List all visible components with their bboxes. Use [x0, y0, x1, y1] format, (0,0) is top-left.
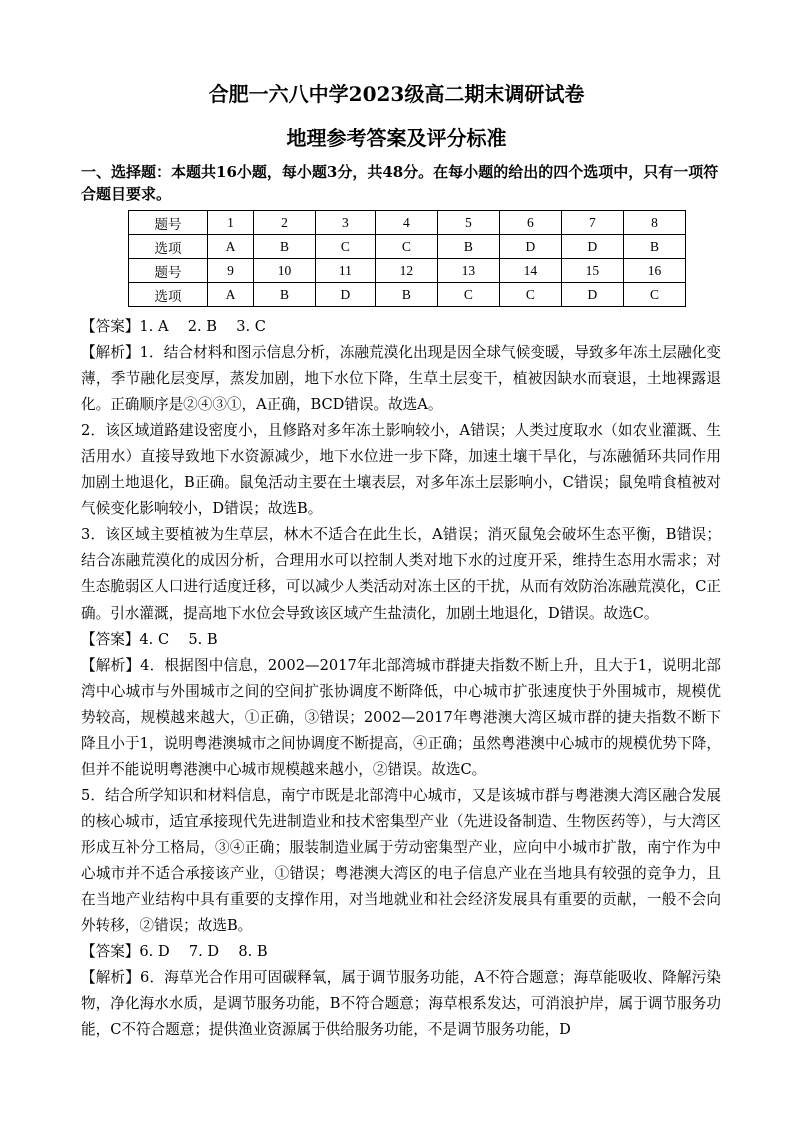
explanation-paragraph: 2．该区域道路建设密度小，且修路对多年冻土影响较小，A错误；人类过度取水（如农业灌溉、生活用水）直接导致地下水资源减少，地下水位进一步下降，加速土壤干旱化，与冻融循环共同作用加剧土地退化，B正确。鼠兔活动主要在土壤表层，对多年冻土层影响小，C错误；鼠兔啃食植被对气候变化影响较小，D错误；故选B。	[81, 422, 721, 518]
explanation-paragraph: 3．该区域主要植被为生草层，林木不适合在此生长，A错误；消灭鼠兔会破坏生态平衡，B错误；结合冻融荒漠化的成因分析，合理用水可以控制人类对地下水的过度开采，维持生态用水需求；对生态脆弱区人口进行适度迁移，可以减少人类活动对冻土区的干扰，从而有效防治冻融荒漠化，C正确。引水灌溉，提高地下水位会导致该区域产生盐渍化，加剧土地退化，D错误。故选C。	[81, 526, 721, 622]
explanation-paragraph: 【解析】6．海草光合作用可固碳释氧，属于调节服务功能，A不符合题意；海草能吸收、降解污染物，净化海水水质，是调节服务功能，B不符合题意；海草根系发达，可消浪护岸，属于调节服务功能，C不符合题意；提供渔业资源属于供给服务功能，不是调节服务功能，D	[81, 969, 721, 1039]
explanation-paragraph: 【解析】4．根据图中信息，2002—2017年北部湾城市群捷夫指数不断上升，且大于1，说明北部湾中心城市与外围城市之间的空间扩张协调度不断降低，中心城市扩张速度快于外围城市，规模优势较高，规模越来越大，①正确，③错误；2002—2017年粤港澳大湾区城市群的捷夫指数不断下降且小于1，说明粤港澳城市之间协调度不断提高，④正确；虽然粤港澳中心城市的规模优势下降，但并不能说明粤港澳中心城市规模越来越小，②错误。故选C。	[81, 656, 721, 778]
table-cell: 10	[253, 259, 315, 283]
answer-line: 【答案】4. C 5. B	[81, 630, 218, 648]
table-cell: 7	[561, 211, 623, 235]
table-cell: 13	[437, 259, 499, 283]
table-cell: 15	[561, 259, 623, 283]
table-cell: C	[437, 283, 499, 307]
answer-line: 【答案】1. A 2. B 3. C	[81, 318, 266, 335]
answer-table	[128, 210, 686, 307]
table-cell: B	[253, 235, 315, 259]
table-row	[129, 211, 686, 235]
table-row	[129, 283, 686, 307]
table-cell: C	[499, 283, 561, 307]
table-cell: 6	[499, 211, 561, 235]
table-cell: C	[315, 235, 375, 259]
table-cell: 9	[208, 259, 254, 283]
table-cell: 2	[253, 211, 315, 235]
table-cell: 题号	[129, 211, 208, 235]
table-cell: 1	[208, 211, 254, 235]
table-cell: B	[623, 235, 685, 259]
answer-explanations	[81, 314, 721, 1043]
table-cell: B	[437, 235, 499, 259]
table-cell: 5	[437, 211, 499, 235]
table-cell: 3	[315, 211, 375, 235]
table-cell: 4	[375, 211, 437, 235]
table-cell: 16	[623, 259, 685, 283]
table-cell: 14	[499, 259, 561, 283]
table-cell: B	[253, 283, 315, 307]
table-cell: D	[561, 283, 623, 307]
table-row	[129, 259, 686, 283]
table-cell: 题号	[129, 259, 208, 283]
table-row	[129, 235, 686, 259]
table-cell: A	[208, 235, 254, 259]
table-cell: C	[623, 283, 685, 307]
table-cell: 选项	[129, 235, 208, 259]
table-cell: 选项	[129, 283, 208, 307]
table-cell: A	[208, 283, 254, 307]
document-subtitle: 地理参考答案及评分标准	[286, 126, 507, 150]
table-cell: D	[499, 235, 561, 259]
table-cell: D	[315, 283, 375, 307]
table-cell: B	[375, 283, 437, 307]
document-title: 合肥一六八中学2023级高二期末调研试卷	[208, 82, 585, 106]
section-heading: 一、选择题：本题共16小题，每小题3分，共48分。在每小题的给出的四个选项中，只有一项符合题目要求。	[81, 163, 719, 203]
table-cell: 8	[623, 211, 685, 235]
table-cell: D	[561, 235, 623, 259]
table-cell: 11	[315, 259, 375, 283]
table-cell: C	[375, 235, 437, 259]
answer-line: 【答案】6. D 7. D 8. B	[81, 943, 268, 961]
explanation-paragraph: 【解析】1．结合材料和图示信息分析，冻融荒漠化出现是因全球气候变暖，导致多年冻土层融化变薄，季节融化层变厚，蒸发加剧，地下水位下降，生草土层变干，植被因缺水而衰退，土地裸露退化。正确顺序是②④③①，A正确，BCD错误。故选A。	[81, 344, 721, 414]
table-cell: 12	[375, 259, 437, 283]
explanation-paragraph: 5．结合所学知识和材料信息，南宁市既是北部湾中心城市，又是该城市群与粤港澳大湾区融合发展的核心城市，适宜承接现代先进制造业和技术密集型产业（先进设备制造、生物医药等），与大湾区形成互补分工格局，③④正确；服装制造业属于劳动密集型产业，应向中小城市扩散，南宁作为中心城市并不适合承接该产业，①错误；粤港澳大湾区的电子信息产业在当地具有较强的竞争力，且在当地产业结构中具有重要的支撑作用，对当地就业和社会经济发展具有重要的贡献，一般不会向外转移，②错误；故选B。	[81, 786, 721, 935]
